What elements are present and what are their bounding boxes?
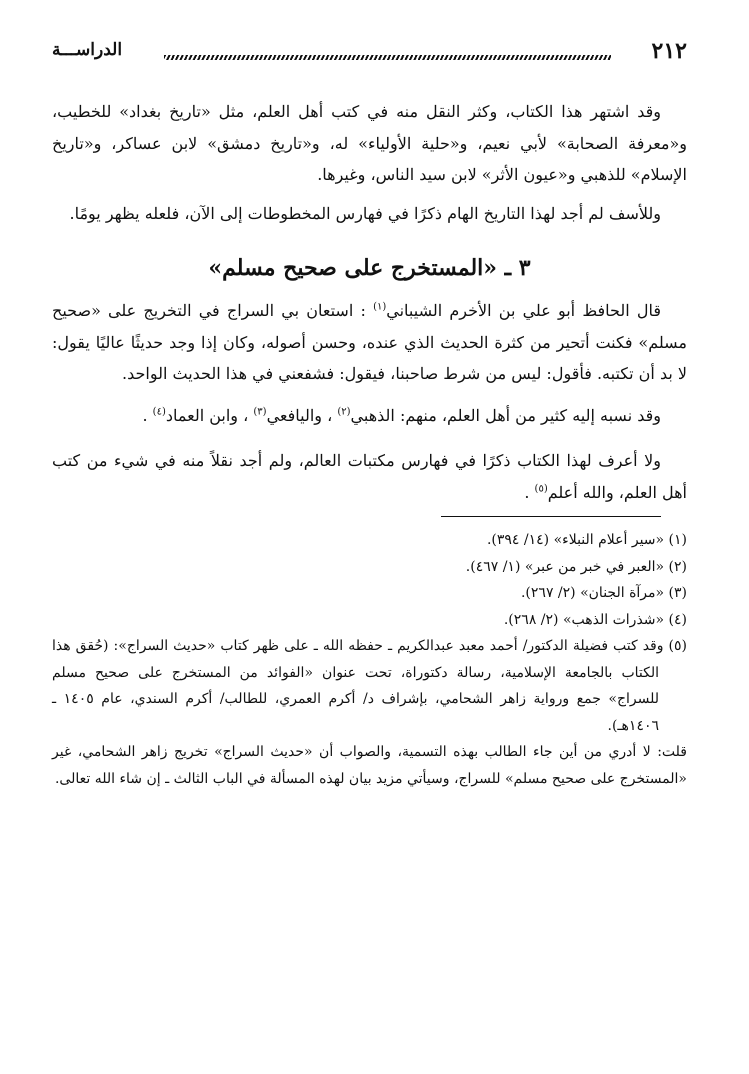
footnote-separator xyxy=(441,516,661,517)
paragraph-ibn-al-akhram-quote xyxy=(52,295,687,390)
footnotes xyxy=(52,527,687,792)
running-header xyxy=(52,38,687,72)
footnote-ref-2[interactable]: (٢) xyxy=(337,406,351,418)
footnote-ref-4[interactable]: (٤) xyxy=(152,406,166,418)
text-span: . xyxy=(524,482,530,502)
text-span: ، وابن العماد xyxy=(165,405,249,425)
author-comment: قلت: لا أدري من أين جاء الطالب بهذه التسمية، والصواب أن «حديث السراج» تخريج زاهر الشحامي، غير «المستخرج على صحيح مسلم» للسراج، وسيأتي مزيد بيان لهذه المسألة في الباب الثالث ـ إن شاء الله تعالى. xyxy=(52,744,687,787)
footnote-ref-3[interactable]: (٣) xyxy=(253,406,267,418)
footnote-3: (٣) «مرآة الجنان» (٢/ ٢٦٧). xyxy=(520,585,687,601)
running-section-title: الدراســـة xyxy=(52,40,123,60)
text-span: : استعان بي السراج في التخريج على «صحيح مسلم» فكنت أتحير من كثرة الحديث الذي عنده، وحسن أصوله، وكان إذا وجد حديثًا عاليًا يقول: لا بد أن تكتبه. فأقول: ليس من شرط صاحبنا، فيقول: فشفعني في هذا الحديث الواحد. xyxy=(52,301,687,383)
text-span: ، واليافعي xyxy=(266,405,333,425)
paragraph-manuscript-search: وللأسف لم أجد لهذا التاريخ الهام ذكرًا في فهارس المخطوطات إلى الآن، فلعله يظهر يومًا. xyxy=(69,203,661,223)
paragraph-attributions xyxy=(52,400,687,432)
footnote-ref-1[interactable]: (١) xyxy=(373,301,387,313)
text-span: قال الحافظ أبو علي بن الأخرم الشيباني xyxy=(386,301,662,320)
footnote-1: (١) «سير أعلام النبلاء» (١٤/ ٣٩٤). xyxy=(486,532,687,548)
text-span: . xyxy=(142,405,148,425)
header-hatched-rule xyxy=(164,55,611,60)
paragraph-catalog-search xyxy=(52,445,687,508)
book-page xyxy=(52,38,687,792)
footnote-4: (٤) «شذرات الذهب» (٢/ ٢٦٨). xyxy=(503,611,687,628)
paragraph-book-fame: وقد اشتهر هذا الكتاب، وكثر النقل منه في كتب أهل العلم، مثل «تاريخ بغداد» للخطيب، و«معرفة الصحابة» لأبي نعيم، و«حلية الأولياء» له، و«تاريخ دمشق» لابن عساكر، و«تاريخ الإسلام» للذهبي و«عيون الأثر» لابن سيد الناس، وغيرها. xyxy=(52,102,687,184)
text-span: وقد نسبه إليه كثير من أهل العلم، منهم: الذهبي xyxy=(350,405,661,425)
footnote-5: (٥) وقد كتب فضيلة الدكتور/ أحمد معبد عبدالكريم ـ حفظه الله ـ على ظهر كتاب «حديث السراج»: (حُقق هذا الكتاب بالجامعة الإسلامية، رسالة دكتوراة، تحت عنوان «الفوائد من المستخرج على صحيح مسلم للسراج» جمع ورواية زاهر الشحامي، بإشراف د/ أكرم العمري، للطالب/ أكرم السندي، عام ١٤٠٥ ـ ١٤٠٦هـ). xyxy=(52,638,687,734)
footnote-2: (٢) «العبر في خبر من عبر» (١/ ٤٦٧). xyxy=(465,558,687,575)
section-heading: ٣ ـ «المستخرج على صحيح مسلم» xyxy=(208,255,531,281)
text-span: ولا أعرف لهذا الكتاب ذكرًا في فهارس مكتبات العالم، ولم أجد نقلاً منه في شيء من كتب أهل العلم، والله أعلم xyxy=(52,451,687,502)
page-number: ٢١٢ xyxy=(651,38,687,64)
footnote-ref-5[interactable]: (٥) xyxy=(534,483,548,495)
